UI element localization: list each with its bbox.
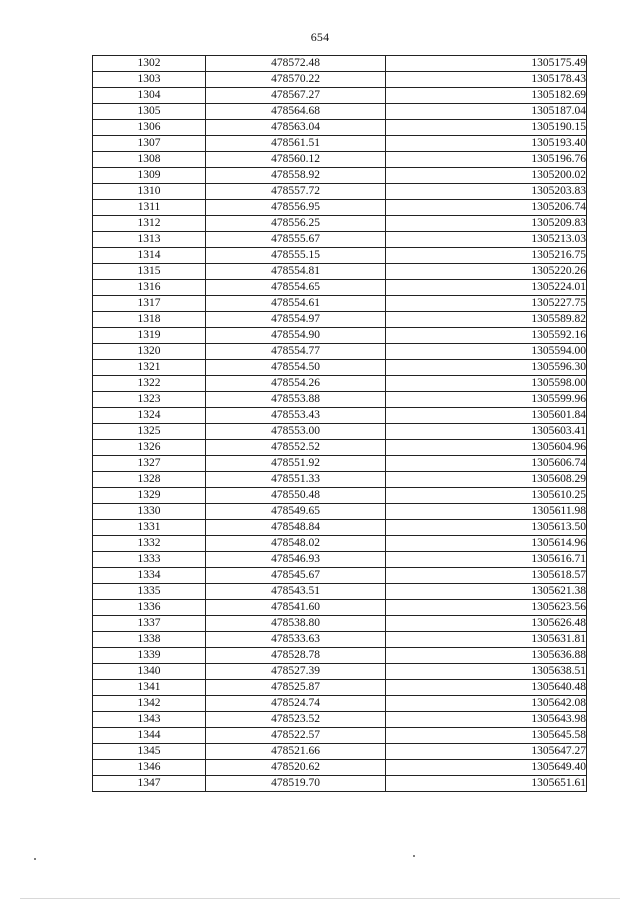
scan-edge-line	[20, 898, 620, 899]
y-coordinate-cell: 1305206.74	[386, 200, 587, 216]
x-coordinate-cell: 478543.51	[206, 584, 386, 600]
table-row	[93, 472, 587, 488]
table-row	[93, 760, 587, 776]
y-coordinate-cell: 1305631.81	[386, 632, 587, 648]
point-number-cell: 1308	[93, 152, 206, 168]
x-coordinate-cell: 478554.26	[206, 376, 386, 392]
point-number-cell: 1341	[93, 680, 206, 696]
table-row	[93, 88, 587, 104]
table-row	[93, 520, 587, 536]
point-number-cell: 1303	[93, 72, 206, 88]
table-row	[93, 616, 587, 632]
point-number-cell: 1325	[93, 424, 206, 440]
point-number-cell: 1307	[93, 136, 206, 152]
point-number-cell: 1339	[93, 648, 206, 664]
point-number-cell: 1322	[93, 376, 206, 392]
y-coordinate-cell: 1305216.75	[386, 248, 587, 264]
y-coordinate-cell: 1305598.00	[386, 376, 587, 392]
table-row	[93, 680, 587, 696]
y-coordinate-cell: 1305636.88	[386, 648, 587, 664]
x-coordinate-cell: 478523.52	[206, 712, 386, 728]
table-row	[93, 296, 587, 312]
point-number-cell: 1346	[93, 760, 206, 776]
table-row	[93, 152, 587, 168]
y-coordinate-cell: 1305647.27	[386, 744, 587, 760]
table-row	[93, 392, 587, 408]
table-row	[93, 72, 587, 88]
x-coordinate-cell: 478554.90	[206, 328, 386, 344]
x-coordinate-cell: 478555.67	[206, 232, 386, 248]
table-row	[93, 696, 587, 712]
x-coordinate-cell: 478561.51	[206, 136, 386, 152]
y-coordinate-cell: 1305175.49	[386, 56, 587, 72]
y-coordinate-cell: 1305649.40	[386, 760, 587, 776]
point-number-cell: 1321	[93, 360, 206, 376]
x-coordinate-cell: 478555.15	[206, 248, 386, 264]
table-row	[93, 744, 587, 760]
scan-speck	[34, 858, 36, 860]
table-row	[93, 536, 587, 552]
table-row	[93, 632, 587, 648]
point-number-cell: 1340	[93, 664, 206, 680]
point-number-cell: 1338	[93, 632, 206, 648]
x-coordinate-cell: 478550.48	[206, 488, 386, 504]
y-coordinate-cell: 1305640.48	[386, 680, 587, 696]
table-row	[93, 488, 587, 504]
x-coordinate-cell: 478554.97	[206, 312, 386, 328]
coordinates-table-body	[93, 56, 587, 792]
x-coordinate-cell: 478548.84	[206, 520, 386, 536]
y-coordinate-cell: 1305599.96	[386, 392, 587, 408]
y-coordinate-cell: 1305606.74	[386, 456, 587, 472]
point-number-cell: 1344	[93, 728, 206, 744]
table-row	[93, 232, 587, 248]
point-number-cell: 1315	[93, 264, 206, 280]
table-row	[93, 440, 587, 456]
scan-speck	[413, 855, 415, 857]
y-coordinate-cell: 1305190.15	[386, 120, 587, 136]
x-coordinate-cell: 478554.65	[206, 280, 386, 296]
table-row	[93, 264, 587, 280]
y-coordinate-cell: 1305643.98	[386, 712, 587, 728]
point-number-cell: 1343	[93, 712, 206, 728]
point-number-cell: 1312	[93, 216, 206, 232]
point-number-cell: 1327	[93, 456, 206, 472]
x-coordinate-cell: 478521.66	[206, 744, 386, 760]
point-number-cell: 1318	[93, 312, 206, 328]
y-coordinate-cell: 1305616.71	[386, 552, 587, 568]
point-number-cell: 1304	[93, 88, 206, 104]
x-coordinate-cell: 478522.57	[206, 728, 386, 744]
table-row	[93, 776, 587, 792]
table-row	[93, 360, 587, 376]
point-number-cell: 1329	[93, 488, 206, 504]
table-row	[93, 104, 587, 120]
y-coordinate-cell: 1305645.58	[386, 728, 587, 744]
table-row	[93, 664, 587, 680]
y-coordinate-cell: 1305596.30	[386, 360, 587, 376]
y-coordinate-cell: 1305610.25	[386, 488, 587, 504]
table-row	[93, 168, 587, 184]
table-row	[93, 312, 587, 328]
y-coordinate-cell: 1305603.41	[386, 424, 587, 440]
x-coordinate-cell: 478554.77	[206, 344, 386, 360]
x-coordinate-cell: 478560.12	[206, 152, 386, 168]
y-coordinate-cell: 1305589.82	[386, 312, 587, 328]
point-number-cell: 1337	[93, 616, 206, 632]
table-row	[93, 552, 587, 568]
point-number-cell: 1331	[93, 520, 206, 536]
table-row	[93, 120, 587, 136]
y-coordinate-cell: 1305623.56	[386, 600, 587, 616]
point-number-cell: 1324	[93, 408, 206, 424]
point-number-cell: 1335	[93, 584, 206, 600]
table-row	[93, 648, 587, 664]
table-row	[93, 216, 587, 232]
x-coordinate-cell: 478545.67	[206, 568, 386, 584]
y-coordinate-cell: 1305220.26	[386, 264, 587, 280]
table-row	[93, 280, 587, 296]
y-coordinate-cell: 1305621.38	[386, 584, 587, 600]
point-number-cell: 1328	[93, 472, 206, 488]
y-coordinate-cell: 1305227.75	[386, 296, 587, 312]
table-row	[93, 584, 587, 600]
y-coordinate-cell: 1305213.03	[386, 232, 587, 248]
y-coordinate-cell: 1305193.40	[386, 136, 587, 152]
x-coordinate-cell: 478549.65	[206, 504, 386, 520]
table-row	[93, 56, 587, 72]
x-coordinate-cell: 478556.25	[206, 216, 386, 232]
point-number-cell: 1347	[93, 776, 206, 792]
x-coordinate-cell: 478556.95	[206, 200, 386, 216]
x-coordinate-cell: 478558.92	[206, 168, 386, 184]
point-number-cell: 1326	[93, 440, 206, 456]
y-coordinate-cell: 1305592.16	[386, 328, 587, 344]
x-coordinate-cell: 478520.62	[206, 760, 386, 776]
x-coordinate-cell: 478519.70	[206, 776, 386, 792]
x-coordinate-cell: 478557.72	[206, 184, 386, 200]
point-number-cell: 1342	[93, 696, 206, 712]
table-row	[93, 136, 587, 152]
y-coordinate-cell: 1305209.83	[386, 216, 587, 232]
point-number-cell: 1316	[93, 280, 206, 296]
table-row	[93, 728, 587, 744]
y-coordinate-cell: 1305200.02	[386, 168, 587, 184]
y-coordinate-cell: 1305611.98	[386, 504, 587, 520]
x-coordinate-cell: 478563.04	[206, 120, 386, 136]
y-coordinate-cell: 1305601.84	[386, 408, 587, 424]
x-coordinate-cell: 478528.78	[206, 648, 386, 664]
table-row	[93, 600, 587, 616]
y-coordinate-cell: 1305196.76	[386, 152, 587, 168]
coordinates-table	[92, 55, 587, 792]
page-number: 654	[310, 30, 330, 44]
x-coordinate-cell: 478548.02	[206, 536, 386, 552]
y-coordinate-cell: 1305618.57	[386, 568, 587, 584]
x-coordinate-cell: 478564.68	[206, 104, 386, 120]
point-number-cell: 1314	[93, 248, 206, 264]
point-number-cell: 1320	[93, 344, 206, 360]
y-coordinate-cell: 1305187.04	[386, 104, 587, 120]
x-coordinate-cell: 478533.63	[206, 632, 386, 648]
x-coordinate-cell: 478553.43	[206, 408, 386, 424]
table-row	[93, 504, 587, 520]
point-number-cell: 1302	[93, 56, 206, 72]
table-row	[93, 184, 587, 200]
x-coordinate-cell: 478554.81	[206, 264, 386, 280]
x-coordinate-cell: 478554.50	[206, 360, 386, 376]
x-coordinate-cell: 478524.74	[206, 696, 386, 712]
point-number-cell: 1306	[93, 120, 206, 136]
point-number-cell: 1345	[93, 744, 206, 760]
point-number-cell: 1319	[93, 328, 206, 344]
y-coordinate-cell: 1305613.50	[386, 520, 587, 536]
y-coordinate-cell: 1305178.43	[386, 72, 587, 88]
y-coordinate-cell: 1305608.29	[386, 472, 587, 488]
point-number-cell: 1332	[93, 536, 206, 552]
table-row	[93, 248, 587, 264]
point-number-cell: 1333	[93, 552, 206, 568]
point-number-cell: 1323	[93, 392, 206, 408]
table-row	[93, 568, 587, 584]
x-coordinate-cell: 478546.93	[206, 552, 386, 568]
y-coordinate-cell: 1305614.96	[386, 536, 587, 552]
x-coordinate-cell: 478552.52	[206, 440, 386, 456]
table-row	[93, 344, 587, 360]
point-number-cell: 1330	[93, 504, 206, 520]
x-coordinate-cell: 478553.88	[206, 392, 386, 408]
y-coordinate-cell: 1305224.01	[386, 280, 587, 296]
point-number-cell: 1334	[93, 568, 206, 584]
table-row	[93, 376, 587, 392]
point-number-cell: 1313	[93, 232, 206, 248]
y-coordinate-cell: 1305594.00	[386, 344, 587, 360]
y-coordinate-cell: 1305638.51	[386, 664, 587, 680]
x-coordinate-cell: 478572.48	[206, 56, 386, 72]
table-row	[93, 424, 587, 440]
point-number-cell: 1305	[93, 104, 206, 120]
y-coordinate-cell: 1305604.96	[386, 440, 587, 456]
point-number-cell: 1310	[93, 184, 206, 200]
point-number-cell: 1336	[93, 600, 206, 616]
x-coordinate-cell: 478551.92	[206, 456, 386, 472]
x-coordinate-cell: 478527.39	[206, 664, 386, 680]
table-row	[93, 456, 587, 472]
x-coordinate-cell: 478570.22	[206, 72, 386, 88]
x-coordinate-cell: 478567.27	[206, 88, 386, 104]
y-coordinate-cell: 1305642.08	[386, 696, 587, 712]
y-coordinate-cell: 1305626.48	[386, 616, 587, 632]
point-number-cell: 1317	[93, 296, 206, 312]
table-row	[93, 200, 587, 216]
x-coordinate-cell: 478551.33	[206, 472, 386, 488]
x-coordinate-cell: 478553.00	[206, 424, 386, 440]
x-coordinate-cell: 478538.80	[206, 616, 386, 632]
point-number-cell: 1311	[93, 200, 206, 216]
table-row	[93, 328, 587, 344]
y-coordinate-cell: 1305651.61	[386, 776, 587, 792]
y-coordinate-cell: 1305203.83	[386, 184, 587, 200]
table-row	[93, 712, 587, 728]
x-coordinate-cell: 478554.61	[206, 296, 386, 312]
y-coordinate-cell: 1305182.69	[386, 88, 587, 104]
x-coordinate-cell: 478541.60	[206, 600, 386, 616]
x-coordinate-cell: 478525.87	[206, 680, 386, 696]
table-row	[93, 408, 587, 424]
point-number-cell: 1309	[93, 168, 206, 184]
